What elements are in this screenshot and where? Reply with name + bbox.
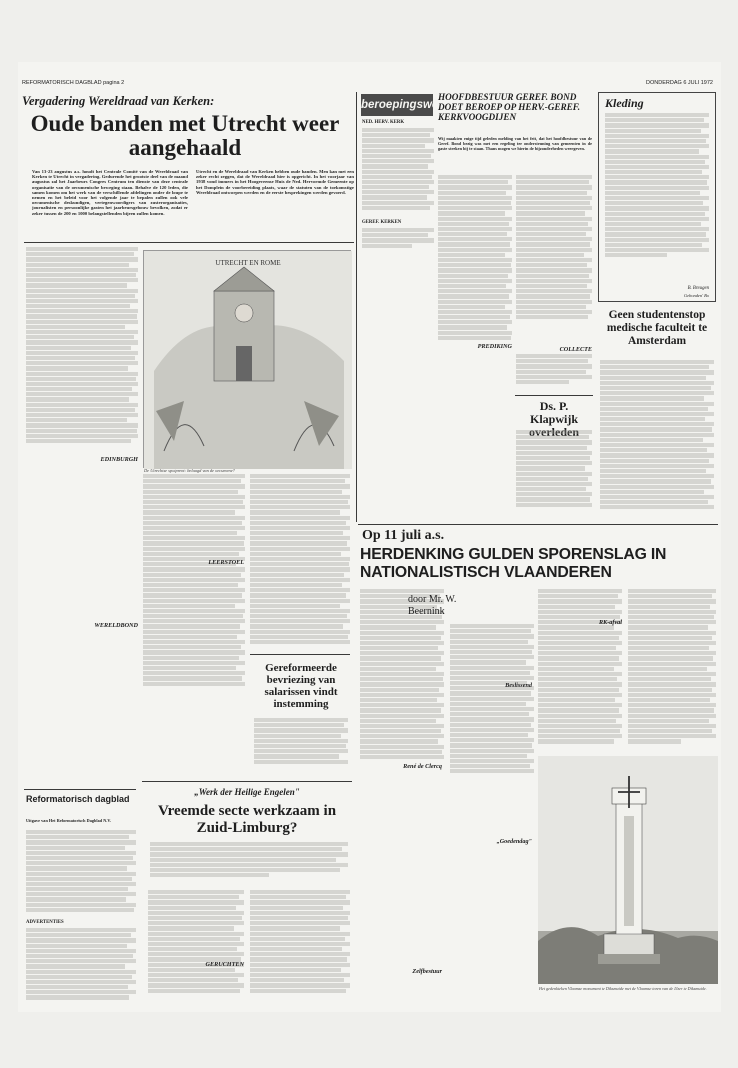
lead-headline: Oude banden met Utrecht weer aangehaald	[30, 111, 340, 160]
hoofdbestuur-intro: Wij maakten enige tijd geleden melding van het feit, dat het hoofdbestuur van de Geref. Bond bezig was met een regeling ter ondersteuning van gemeenten in de gaste streken bij te staan. Thans mogen we hierin de bijzonderheden weergeven.	[438, 136, 592, 152]
cartoon-illustration	[143, 250, 351, 468]
hoofdbestuur-column-2	[516, 175, 592, 345]
engelen-kicker: „Werk der Heilige Engelen"	[194, 787, 300, 797]
subhead-leerstoel: LEERSTOEL	[208, 559, 244, 566]
lead-column-2	[143, 474, 245, 689]
kleding-box	[598, 92, 716, 302]
sporenslag-column-1	[360, 589, 444, 1007]
collecte-body	[516, 354, 592, 392]
newspaper-page	[18, 62, 721, 1012]
subhead-beslissend: Beslissend	[505, 682, 532, 689]
gereformeerde-body	[254, 718, 348, 770]
hoofdbestuur-headline: HOOFDBESTUUR GEREF. BOND DOET BEROEP OP HERV.-GEREF. KERKVOOGDIJEN	[438, 92, 581, 122]
ijzer-tower-photo	[538, 756, 718, 984]
kleding-signature: B. Breugen	[687, 286, 709, 291]
sporenslag-kicker: Op 11 juli a.s.	[362, 528, 445, 543]
colophon-body	[26, 830, 136, 915]
engelen-column-2	[250, 890, 350, 1008]
subhead-zelfbestuur: Zelfbestuur	[412, 968, 442, 975]
sporenslag-headline: HERDENKING GULDEN SPORENSLAG IN NATIONALISTISCH VLAANDEREN	[360, 546, 667, 581]
beroepingswerk-body-2	[362, 228, 434, 256]
kleding-title: Kleding	[605, 96, 644, 110]
lead-column-3	[250, 474, 350, 649]
subhead-geruchten: GERUCHTEN	[205, 961, 244, 968]
lead-kicker: Vergadering Wereldraad van Kerken:	[22, 94, 215, 108]
sporenslag-column-4	[628, 589, 716, 749]
beroepingswerk-section-2: GEREF. KERKEN	[362, 220, 402, 225]
subhead-prediking: PREDIKING	[477, 343, 512, 350]
engelen-headline: Vreemde secte werkzaam in Zuid-Limburg?	[157, 803, 337, 836]
running-header-right: DONDERDAG 6 JULI 1972	[646, 80, 713, 86]
colophon-subtitle: Uitgave van Het Reformatorisch Dagblad N.V.	[26, 818, 111, 823]
lead-intro: Van 13-23 augustus a.s. houdt het Centrale Comité van de Wereldraad van Kerken te Utrecht in vergadering. Gedurende het grootste deel van de maand augustus zal het Jaarbeurs Congres Centrum ten dienste van deze centrale organisatie van de oecumenische beweging staan. Behalve de 120 leden, die samen komen om het werk van de verschillende afdelingen onder de loupe te nemen en het beleid voor het volgende jaar te bepalen zullen ook vele oecumenische deskundigen, vertegenwoordigers van zusterorganisaties, journalisten en persoonlijke gasten het jaarbeursgebouw bevolken, zodat er zeker tussen de 200 en 1000 belangstellenden bijeen zullen komen.	[32, 169, 188, 216]
klapwijk-body	[516, 430, 592, 510]
subhead-collecte: COLLECTE	[559, 346, 592, 353]
sporenslag-column-3	[538, 589, 622, 749]
colophon-adverts	[26, 928, 136, 1006]
studentenstop-headline: Geen studentenstop medische faculteit te Amsterdam	[606, 309, 708, 347]
cartoon-title: UTRECHT EN ROME	[215, 259, 281, 267]
gereformeerde-headline: Gereformeerde bevriezing van salarissen vindt instemming	[264, 662, 338, 710]
subhead-wereldbond: WERELDBOND	[94, 622, 138, 629]
beroepingswerk-section-1: NED. HERV. KERK	[362, 120, 405, 125]
engelen-column-1	[148, 890, 244, 1008]
ijzer-photo-caption: Het gedenkteken Vlaamse monument te Diksmuide met de Vlaamse toren van de IJzer te Diksmuide.	[539, 986, 707, 991]
running-header-left: REFORMATORISCH DAGBLAD pagina 2	[22, 80, 125, 86]
subhead-goedendag: „Goedendag"	[496, 838, 532, 845]
beroepingswerk-banner	[361, 94, 450, 116]
studentenstop-body	[600, 360, 714, 515]
lead-intro-right: Utrecht en de Wereldraad van Kerken hebben oude banden. Men kan met een zeker recht zeggen, dat de Wereldraad hier is opgericht. In het voorjaar van 1938 vond immers in het Hoogeveense Huis de Ned. Hervormde Gemeente op het Domplein de voorbereiding plaats, waar de statuten van de toekomstige Wereldraad ontworpen werden en de eerste besprekingen werden gevoerd.	[196, 169, 354, 195]
kleding-signature-sub: Gebonden' Bo	[684, 293, 709, 298]
subhead-rene-de-clercq: René de Clercq	[403, 763, 442, 770]
beroepingswerk-title: beroepingswerk	[361, 99, 450, 111]
cartoon-caption: De Utrechtse spotprent: belaagd van de oecumene?	[144, 468, 235, 473]
subhead-rk-afval: RK-afval	[598, 619, 622, 626]
klapwijk-headline: Ds. P. Klapwijk overleden	[529, 399, 579, 439]
beroepingswerk-body	[362, 128, 434, 218]
engelen-intro	[150, 842, 348, 887]
kleding-body	[605, 113, 709, 283]
colophon-advert-title: ADVERTENTIES	[26, 920, 64, 925]
colophon-title: Reformatorisch dagblad	[26, 794, 130, 804]
sporenslag-byline: door Mr. W. Beernink	[408, 594, 457, 617]
subhead-edinburgh: EDINBURGH	[100, 456, 138, 463]
